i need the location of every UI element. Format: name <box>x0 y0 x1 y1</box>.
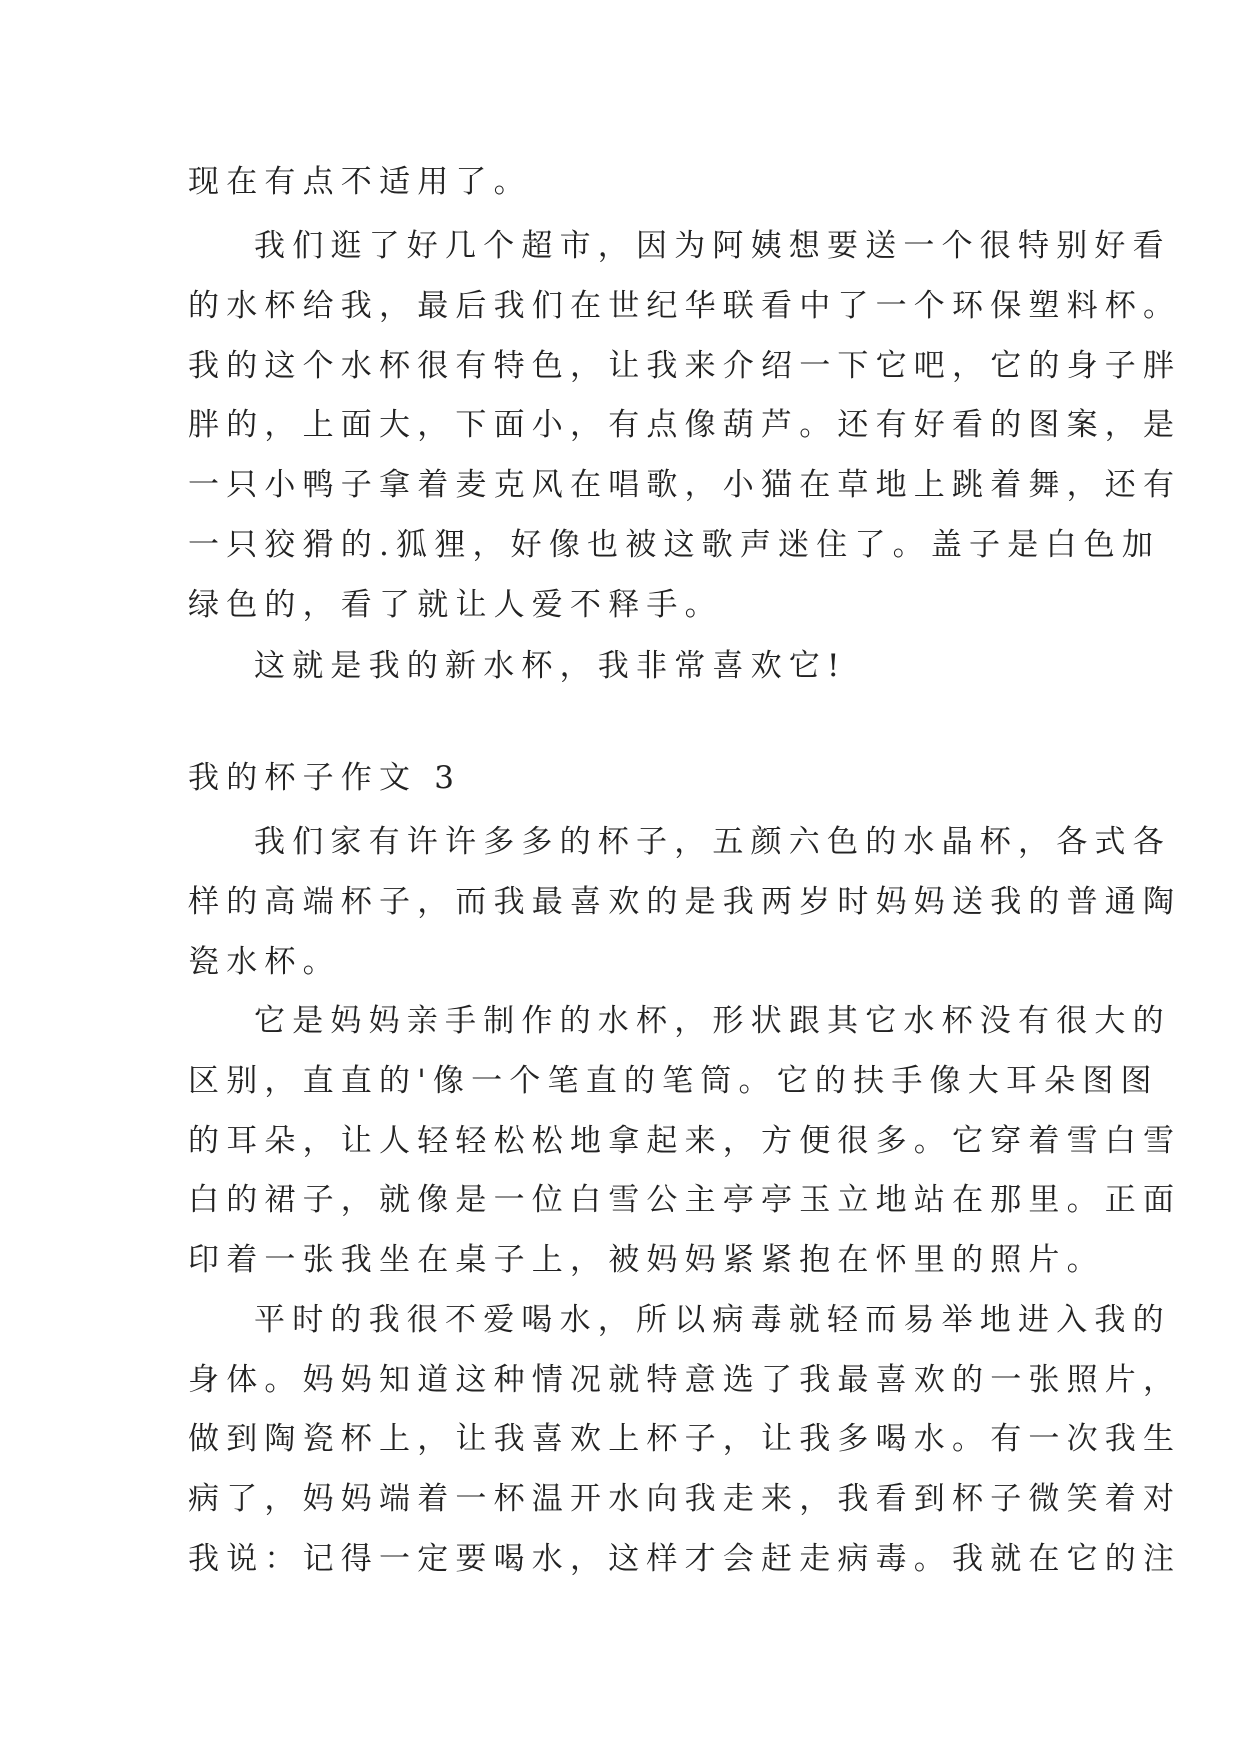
paragraph-line: 身体。妈妈知道这种情况就特意选了我最喜欢的一张照片， <box>188 1362 1182 1398</box>
paragraph-line: 一只狡猾的.狐狸，好像也被这歌声迷住了。盖子是白色加 <box>188 527 1161 563</box>
paragraph-line: 病了，妈妈端着一杯温开水向我走来，我看到杯子微笑着对 <box>188 1481 1182 1517</box>
paragraph-line: 我说：记得一定要喝水，这样才会赶走病毒。我就在它的注 <box>188 1541 1182 1577</box>
paragraph-line: 区别，直直的'像一个笔直的笔筒。它的扶手像大耳朵图图 <box>188 1063 1159 1099</box>
paragraph-line: 一只小鸭子拿着麦克风在唱歌，小猫在草地上跳着舞，还有 <box>188 467 1182 503</box>
paragraph-line: 现在有点不适用了。 <box>188 164 532 200</box>
paragraph-line: 的水杯给我，最后我们在世纪华联看中了一个环保塑料杯。 <box>188 288 1182 324</box>
paragraph-line: 我们逛了好几个超市，因为阿姨想要送一个很特别好看 <box>254 228 1171 264</box>
paragraph-line: 我们家有许许多多的杯子，五颜六色的水晶杯，各式各 <box>254 824 1171 860</box>
section-title: 我的杯子作文 3 <box>188 760 462 796</box>
paragraph-line: 它是妈妈亲手制作的水杯，形状跟其它水杯没有很大的 <box>254 1003 1171 1039</box>
paragraph-line: 平时的我很不爱喝水，所以病毒就轻而易举地进入我的 <box>254 1302 1171 1338</box>
paragraph-line: 绿色的，看了就让人爱不释手。 <box>188 587 723 623</box>
paragraph-line: 的耳朵，让人轻轻松松地拿起来，方便很多。它穿着雪白雪 <box>188 1123 1182 1159</box>
paragraph-line: 这就是我的新水杯，我非常喜欢它! <box>254 648 847 684</box>
paragraph-line: 印着一张我坐在桌子上，被妈妈紧紧抱在怀里的照片。 <box>188 1242 1105 1278</box>
paragraph-line: 胖的，上面大，下面小，有点像葫芦。还有好看的图案，是 <box>188 407 1182 443</box>
paragraph-line: 白的裙子，就像是一位白雪公主亭亭玉立地站在那里。正面 <box>188 1182 1182 1218</box>
paragraph-line: 做到陶瓷杯上，让我喜欢上杯子，让我多喝水。有一次我生 <box>188 1421 1182 1457</box>
paragraph-line: 我的这个水杯很有特色，让我来介绍一下它吧，它的身子胖 <box>188 348 1182 384</box>
paragraph-line: 样的高端杯子，而我最喜欢的是我两岁时妈妈送我的普通陶 <box>188 884 1182 920</box>
paragraph-line: 瓷水杯。 <box>188 944 341 980</box>
